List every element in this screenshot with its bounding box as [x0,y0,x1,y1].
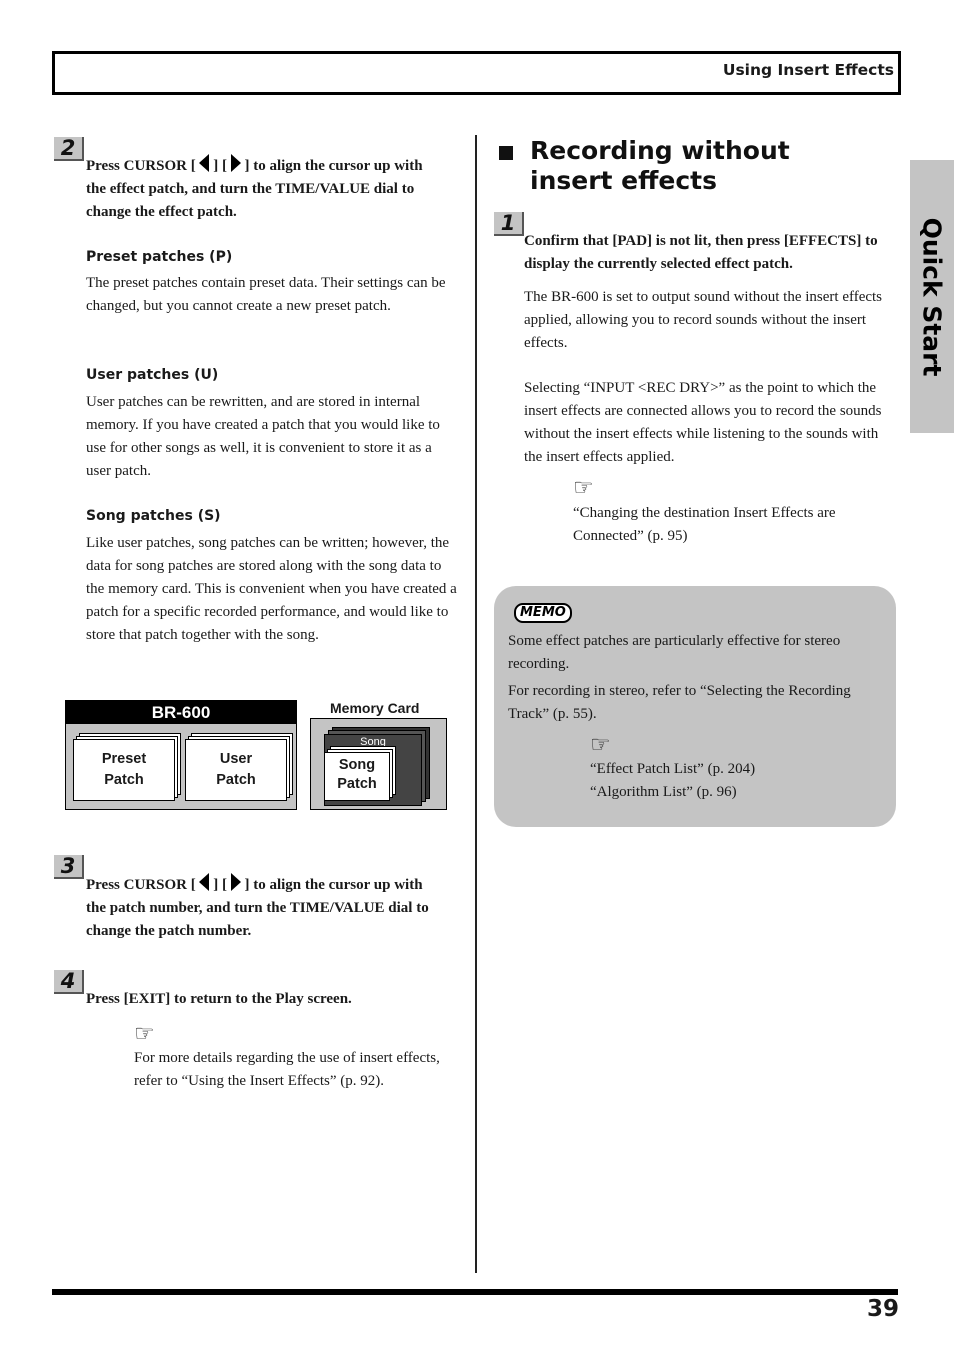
step-3-text-a: Press CURSOR [ [86,877,196,893]
step-1-para1: The BR-600 is set to output sound without the insert effects applied, allowing you to record sounds without the insert effects. [524,289,883,351]
song-card-line1: Song [338,757,376,773]
step-number-4: 4 [54,970,84,994]
memo-ref-2: “Algorithm List” (p. 96) [590,784,737,800]
song-folder-tab: Song [360,736,386,748]
step-1-reference: “Changing the destination Insert Effects are Connected” (p. 95) [573,505,836,544]
step-4-instruction: Press [EXIT] to return to the Play screen. [86,991,352,1007]
step-3-text-c: ] to align the cursor up with [244,877,423,893]
song-body: Like user patches, song patches can be written; however, the data for song patches are stored along with the song data to the memory card. This is convenient when you have created a patch for a specific recorded performance, and would like to store that patch together with the song. [86,535,457,643]
page-number: 39 [866,1296,899,1322]
step-2-text-b: ] [ [213,158,227,174]
step-number-3: 3 [54,855,84,879]
reference-hand-icon: ☞ [134,1021,155,1046]
step-3-instruction [86,873,471,943]
br600-diagram [65,700,297,810]
user-heading: User patches (U) [86,367,219,383]
memo-ref-1: “Effect Patch List” (p. 204) [590,761,756,777]
step-number-2: 2 [54,137,84,161]
user-body: User patches can be rewritten, and are stored in internal memory. If you have created a patch that you would like to use for other songs as well, it is convenient to store it as a user patch. [86,394,440,479]
memo-para2: For recording in stereo, refer to “Selecting the Recording Track” (p. 55). [508,683,851,722]
reference-hand-icon: ☞ [590,732,611,757]
cursor-right-icon [231,873,241,891]
preset-card-line2: Patch [104,772,144,788]
step-2-text-line3: change the effect patch. [86,204,237,220]
user-patch-card [185,739,287,801]
step-2-instruction [86,154,471,224]
step-4-reference: For more details regarding the use of insert effects, refer to “Using the Insert Effects” (p. 92). [134,1050,440,1089]
memory-card-label: Memory Card [330,700,420,716]
preset-card-line1: Preset [101,751,147,767]
header-bar [52,51,901,95]
step-2-text-c: ] to align the cursor up with [244,158,423,174]
reference-hand-icon: ☞ [573,475,594,500]
section-bullet [499,146,513,160]
section-title: Recording without insert effects [530,136,790,195]
step-3-text-line2: the patch number, and turn the TIME/VALUE dial to [86,900,429,916]
user-card-line1: User [219,751,253,767]
song-card-line2: Patch [337,776,377,792]
step-number-1: 1 [494,212,524,236]
cursor-left-icon [199,154,209,172]
step-3-text-b: ] [ [213,877,227,893]
user-card-line2: Patch [216,772,256,788]
song-patch-card [324,752,390,801]
preset-patch-card [73,739,175,801]
step-3-text-line3: change the patch number. [86,923,252,939]
memo-icon: MEMO [514,603,572,623]
memory-card-diagram [310,718,447,810]
cursor-right-icon [231,154,241,172]
step-1-para2: Selecting “INPUT <REC DRY>” as the point to which the insert effects are connected allows you to record the sounds without the insert effects while listening to the sounds with the insert effects applied. [524,380,882,465]
song-heading: Song patches (S) [86,508,221,524]
br600-label: BR-600 [66,701,296,724]
memo-para1: Some effect patches are particularly effective for stereo recording. [508,633,841,672]
step-2-text-a: Press CURSOR [ [86,158,196,174]
column-divider [475,135,477,1273]
step-2-text-line2: the effect patch, and turn the TIME/VALUE dial to [86,181,415,197]
side-tab [910,160,954,433]
step-1-instruction: Confirm that [PAD] is not lit, then press [EFFECTS] to display the currently selected effect patch. [524,233,878,272]
side-tab-label: Quick Start [917,217,947,376]
header-title: Using Insert Effects [722,61,894,79]
preset-heading: Preset patches (P) [86,249,233,265]
cursor-left-icon [199,873,209,891]
preset-body: The preset patches contain preset data. Their settings can be changed, but you cannot create a new preset patch. [86,275,446,314]
footer-rule [52,1289,898,1295]
